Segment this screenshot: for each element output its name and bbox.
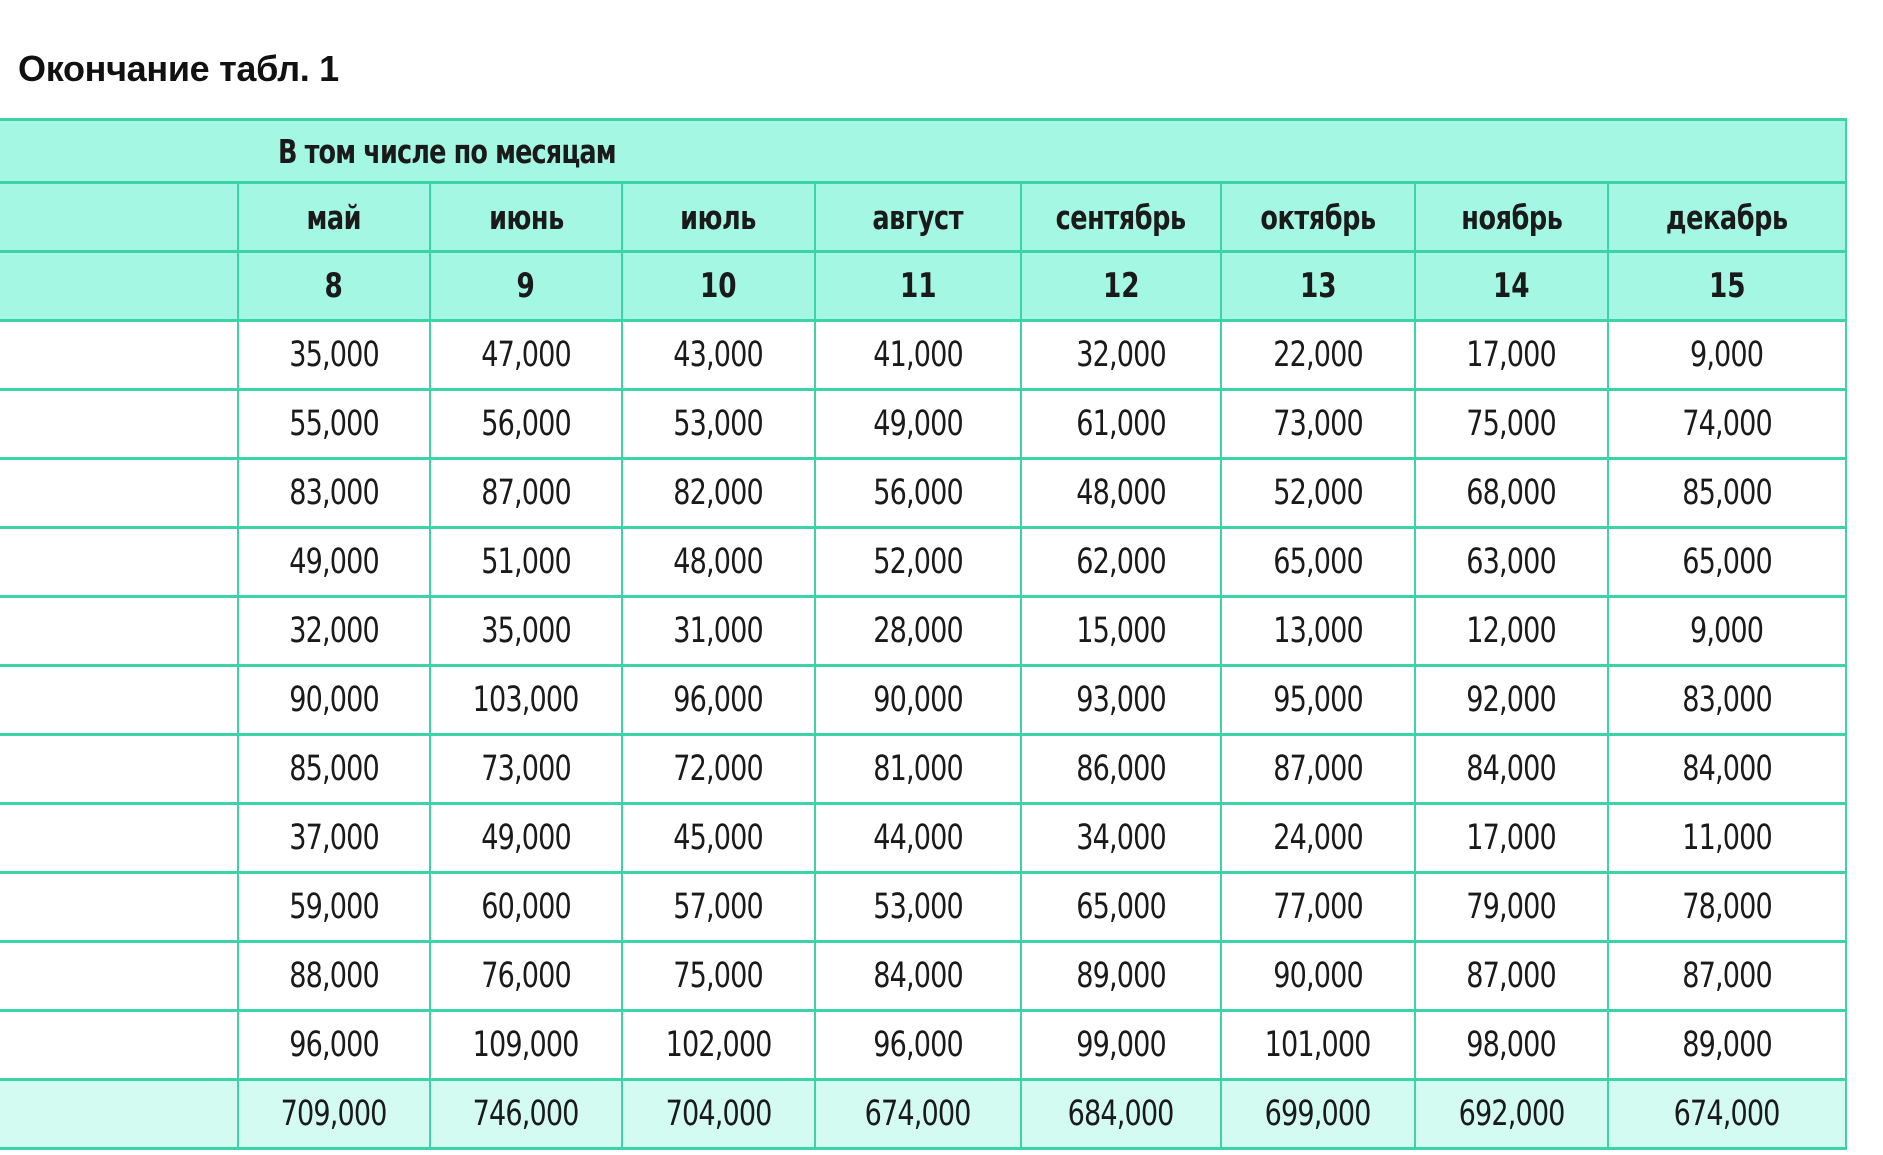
month-label: ноябрь bbox=[1460, 197, 1563, 237]
column-number-cell bbox=[1221, 252, 1415, 321]
cell-value: 13,000 bbox=[1273, 611, 1363, 651]
cell-value: 11,000 bbox=[1682, 818, 1772, 858]
column-number: 10 bbox=[700, 266, 737, 306]
table-caption: Окончание табл. 1 bbox=[18, 48, 339, 89]
table-cell bbox=[1021, 942, 1221, 1011]
month-header-blank bbox=[0, 183, 238, 252]
cell-value: 49,000 bbox=[481, 818, 571, 858]
cell-value: 31,000 bbox=[673, 611, 764, 651]
cell-value: 57,000 bbox=[673, 887, 764, 927]
cell-value: 87,000 bbox=[1273, 749, 1363, 789]
cell-value: 65,000 bbox=[1076, 887, 1166, 927]
cell-value: 92,000 bbox=[1466, 680, 1557, 720]
table-cell bbox=[815, 735, 1021, 804]
cell-value: 53,000 bbox=[873, 887, 963, 927]
cell-value: 72,000 bbox=[673, 749, 764, 789]
cell-value: 73,000 bbox=[481, 749, 571, 789]
table-cell bbox=[1221, 1011, 1415, 1080]
table-cell bbox=[430, 597, 622, 666]
column-number-cell bbox=[1608, 252, 1846, 321]
group-header-cell bbox=[0, 120, 1846, 183]
table-cell bbox=[430, 390, 622, 459]
cell-value: 704,000 bbox=[665, 1094, 772, 1134]
column-number: 14 bbox=[1493, 266, 1530, 306]
row-label-cell bbox=[0, 390, 238, 459]
column-numbers-row bbox=[0, 252, 1846, 321]
cell-value: 103,000 bbox=[473, 680, 579, 720]
table-cell bbox=[622, 666, 815, 735]
table-body bbox=[0, 321, 1846, 1149]
table-cell bbox=[1415, 942, 1608, 1011]
cell-value: 88,000 bbox=[289, 956, 379, 996]
cell-value: 41,000 bbox=[873, 335, 963, 375]
month-header-cell bbox=[430, 183, 622, 252]
cell-value: 674,000 bbox=[1674, 1094, 1780, 1134]
table-cell bbox=[815, 459, 1021, 528]
table-row bbox=[0, 597, 1846, 666]
cell-value: 87,000 bbox=[481, 473, 571, 513]
cell-value: 99,000 bbox=[1076, 1025, 1166, 1065]
table-cell bbox=[1221, 735, 1415, 804]
table-cell bbox=[430, 1011, 622, 1080]
cell-value: 83,000 bbox=[289, 473, 379, 513]
cell-value: 43,000 bbox=[673, 335, 764, 375]
row-label-cell bbox=[0, 1011, 238, 1080]
table-cell bbox=[238, 666, 430, 735]
cell-value: 692,000 bbox=[1458, 1094, 1565, 1134]
table-cell bbox=[1021, 804, 1221, 873]
table-cell bbox=[1608, 804, 1846, 873]
table-cell bbox=[1608, 597, 1846, 666]
column-number-blank bbox=[0, 252, 238, 321]
cell-value: 65,000 bbox=[1682, 542, 1772, 582]
month-label: сентябрь bbox=[1055, 197, 1187, 237]
cell-value: 89,000 bbox=[1682, 1025, 1772, 1065]
months-header-row bbox=[0, 183, 1846, 252]
row-label-cell bbox=[0, 666, 238, 735]
table-cell bbox=[622, 804, 815, 873]
cell-value: 32,000 bbox=[1076, 335, 1166, 375]
cell-value: 68,000 bbox=[1466, 473, 1557, 513]
table-row bbox=[0, 735, 1846, 804]
cell-value: 709,000 bbox=[281, 1094, 387, 1134]
table-cell bbox=[622, 1080, 815, 1149]
table-cell bbox=[430, 942, 622, 1011]
cell-value: 74,000 bbox=[1682, 404, 1772, 444]
table-cell bbox=[815, 942, 1021, 1011]
month-label: июль bbox=[680, 197, 757, 237]
month-header-cell bbox=[1021, 183, 1221, 252]
cell-value: 75,000 bbox=[1466, 404, 1557, 444]
cell-value: 45,000 bbox=[673, 818, 764, 858]
table-cell bbox=[1415, 597, 1608, 666]
table-cell bbox=[1415, 735, 1608, 804]
column-number: 15 bbox=[1708, 266, 1746, 306]
cell-value: 55,000 bbox=[289, 404, 379, 444]
row-label-cell bbox=[0, 735, 238, 804]
table-cell bbox=[430, 528, 622, 597]
cell-value: 84,000 bbox=[873, 956, 963, 996]
row-label-cell bbox=[0, 873, 238, 942]
cell-value: 746,000 bbox=[473, 1094, 579, 1134]
table-cell bbox=[815, 1080, 1021, 1149]
cell-value: 73,000 bbox=[1273, 404, 1363, 444]
table-cell bbox=[238, 1080, 430, 1149]
table-cell bbox=[1608, 735, 1846, 804]
cell-value: 24,000 bbox=[1273, 818, 1363, 858]
table-cell bbox=[622, 321, 815, 390]
cell-value: 82,000 bbox=[673, 473, 764, 513]
table-row bbox=[0, 459, 1846, 528]
table-cell bbox=[1221, 666, 1415, 735]
table-row bbox=[0, 942, 1846, 1011]
cell-value: 89,000 bbox=[1076, 956, 1166, 996]
table-cell bbox=[1415, 1011, 1608, 1080]
column-number: 13 bbox=[1299, 266, 1337, 306]
row-label-cell bbox=[0, 459, 238, 528]
table-cell bbox=[238, 804, 430, 873]
column-number-cell bbox=[622, 252, 815, 321]
cell-value: 101,000 bbox=[1265, 1025, 1371, 1065]
table-cell bbox=[1221, 873, 1415, 942]
row-label-cell bbox=[0, 942, 238, 1011]
cell-value: 83,000 bbox=[1682, 680, 1772, 720]
table-cell bbox=[815, 873, 1021, 942]
cell-value: 44,000 bbox=[873, 818, 963, 858]
table-cell bbox=[1608, 873, 1846, 942]
table-cell bbox=[1221, 321, 1415, 390]
cell-value: 90,000 bbox=[289, 680, 379, 720]
cell-value: 52,000 bbox=[1273, 473, 1363, 513]
table-cell bbox=[1221, 942, 1415, 1011]
table-cell bbox=[430, 735, 622, 804]
cell-value: 35,000 bbox=[481, 611, 571, 651]
table-cell bbox=[238, 873, 430, 942]
table-cell bbox=[430, 321, 622, 390]
cell-value: 34,000 bbox=[1076, 818, 1166, 858]
table-cell bbox=[1608, 528, 1846, 597]
month-header-cell bbox=[238, 183, 430, 252]
table-cell bbox=[430, 1080, 622, 1149]
table-cell bbox=[430, 804, 622, 873]
cell-value: 87,000 bbox=[1466, 956, 1557, 996]
cell-value: 22,000 bbox=[1273, 335, 1363, 375]
cell-value: 85,000 bbox=[1682, 473, 1772, 513]
month-header-cell bbox=[1608, 183, 1846, 252]
cell-value: 28,000 bbox=[873, 611, 963, 651]
cell-value: 59,000 bbox=[289, 887, 379, 927]
month-header-cell bbox=[815, 183, 1021, 252]
table-cell bbox=[238, 1011, 430, 1080]
cell-value: 52,000 bbox=[873, 542, 963, 582]
row-label-cell bbox=[0, 1080, 238, 1149]
cell-value: 17,000 bbox=[1466, 335, 1557, 375]
column-number-cell bbox=[1415, 252, 1608, 321]
table-cell bbox=[430, 873, 622, 942]
table-cell bbox=[622, 1011, 815, 1080]
table-cell bbox=[238, 390, 430, 459]
table-cell bbox=[430, 666, 622, 735]
table-cell bbox=[1415, 666, 1608, 735]
table-cell bbox=[1221, 597, 1415, 666]
month-label: октябрь bbox=[1260, 197, 1376, 237]
table-cell bbox=[622, 942, 815, 1011]
cell-value: 47,000 bbox=[481, 335, 571, 375]
cell-value: 77,000 bbox=[1273, 887, 1363, 927]
cell-value: 53,000 bbox=[673, 404, 764, 444]
column-number-cell bbox=[238, 252, 430, 321]
table-cell bbox=[1021, 1011, 1221, 1080]
table-cell bbox=[238, 459, 430, 528]
cell-value: 76,000 bbox=[481, 956, 571, 996]
table-cell bbox=[1221, 390, 1415, 459]
row-label-cell bbox=[0, 321, 238, 390]
table-cell bbox=[622, 390, 815, 459]
cell-value: 78,000 bbox=[1682, 887, 1772, 927]
cell-value: 85,000 bbox=[289, 749, 379, 789]
cell-value: 84,000 bbox=[1682, 749, 1772, 789]
cell-value: 63,000 bbox=[1466, 542, 1557, 582]
table-cell bbox=[238, 735, 430, 804]
cell-value: 37,000 bbox=[289, 818, 379, 858]
table-cell bbox=[238, 321, 430, 390]
month-label: декабрь bbox=[1666, 197, 1788, 237]
cell-value: 90,000 bbox=[1273, 956, 1363, 996]
column-number: 11 bbox=[899, 266, 937, 306]
cell-value: 32,000 bbox=[289, 611, 379, 651]
column-number-cell bbox=[1021, 252, 1221, 321]
cell-value: 60,000 bbox=[481, 887, 571, 927]
row-label-cell bbox=[0, 528, 238, 597]
table-cell bbox=[622, 597, 815, 666]
table-cell bbox=[1221, 459, 1415, 528]
group-header-label: В том числе по месяцам bbox=[278, 131, 616, 171]
table-cell bbox=[1021, 390, 1221, 459]
cell-value: 62,000 bbox=[1076, 542, 1166, 582]
row-label-cell bbox=[0, 804, 238, 873]
cell-value: 96,000 bbox=[673, 680, 764, 720]
month-label: июнь bbox=[488, 197, 564, 237]
cell-value: 81,000 bbox=[873, 749, 963, 789]
cell-value: 9,000 bbox=[1690, 335, 1764, 375]
table-cell bbox=[238, 528, 430, 597]
cell-value: 684,000 bbox=[1068, 1094, 1174, 1134]
cell-value: 56,000 bbox=[873, 473, 963, 513]
group-header-row bbox=[0, 120, 1846, 183]
table-cell bbox=[1415, 459, 1608, 528]
table-cell bbox=[238, 597, 430, 666]
cell-value: 93,000 bbox=[1076, 680, 1166, 720]
table-row bbox=[0, 1011, 1846, 1080]
cell-value: 48,000 bbox=[673, 542, 764, 582]
cell-value: 90,000 bbox=[873, 680, 963, 720]
table-cell bbox=[1415, 873, 1608, 942]
table-row bbox=[0, 321, 1846, 390]
table-cell bbox=[815, 666, 1021, 735]
cell-value: 12,000 bbox=[1466, 611, 1557, 651]
cell-value: 56,000 bbox=[481, 404, 571, 444]
cell-value: 96,000 bbox=[289, 1025, 379, 1065]
monthly-data-table bbox=[0, 118, 1847, 1150]
cell-value: 109,000 bbox=[473, 1025, 579, 1065]
table-cell bbox=[1021, 597, 1221, 666]
table-cell bbox=[1021, 1080, 1221, 1149]
cell-value: 9,000 bbox=[1690, 611, 1764, 651]
cell-value: 96,000 bbox=[873, 1025, 963, 1065]
column-number-cell bbox=[430, 252, 622, 321]
table-cell bbox=[622, 873, 815, 942]
table-cell bbox=[1415, 390, 1608, 459]
table-cell bbox=[238, 942, 430, 1011]
cell-value: 87,000 bbox=[1682, 956, 1772, 996]
cell-value: 35,000 bbox=[289, 335, 379, 375]
table-row bbox=[0, 390, 1846, 459]
cell-value: 95,000 bbox=[1273, 680, 1363, 720]
table-cell bbox=[1415, 321, 1608, 390]
table-cell bbox=[1415, 1080, 1608, 1149]
table-cell bbox=[815, 804, 1021, 873]
cell-value: 79,000 bbox=[1466, 887, 1557, 927]
month-label: август bbox=[872, 197, 964, 237]
cell-value: 84,000 bbox=[1466, 749, 1557, 789]
cell-value: 65,000 bbox=[1273, 542, 1363, 582]
cell-value: 102,000 bbox=[665, 1025, 772, 1065]
column-number-cell bbox=[815, 252, 1021, 321]
table-cell bbox=[1021, 321, 1221, 390]
table-cell bbox=[1415, 804, 1608, 873]
cell-value: 49,000 bbox=[873, 404, 963, 444]
table-cell bbox=[1415, 528, 1608, 597]
table-cell bbox=[1608, 459, 1846, 528]
table-cell bbox=[815, 390, 1021, 459]
table-row bbox=[0, 666, 1846, 735]
table-cell bbox=[1021, 528, 1221, 597]
table-cell bbox=[815, 321, 1021, 390]
table-cell bbox=[815, 528, 1021, 597]
table-cell bbox=[430, 459, 622, 528]
cell-value: 61,000 bbox=[1076, 404, 1166, 444]
table-cell bbox=[1021, 873, 1221, 942]
row-label-cell bbox=[0, 597, 238, 666]
table-cell bbox=[1608, 1011, 1846, 1080]
month-header-cell bbox=[622, 183, 815, 252]
table-row bbox=[0, 804, 1846, 873]
cell-value: 674,000 bbox=[865, 1094, 971, 1134]
cell-value: 17,000 bbox=[1466, 818, 1557, 858]
table-cell bbox=[1608, 390, 1846, 459]
column-number: 9 bbox=[516, 266, 536, 306]
cell-value: 15,000 bbox=[1076, 611, 1166, 651]
table-cell bbox=[815, 1011, 1021, 1080]
month-header-cell bbox=[1221, 183, 1415, 252]
table-cell bbox=[622, 459, 815, 528]
table-cell bbox=[622, 528, 815, 597]
column-number: 12 bbox=[1102, 266, 1140, 306]
month-header-cell bbox=[1415, 183, 1608, 252]
cell-value: 48,000 bbox=[1076, 473, 1166, 513]
table-cell bbox=[1021, 735, 1221, 804]
month-label: май bbox=[306, 197, 362, 237]
cell-value: 51,000 bbox=[481, 542, 571, 582]
table-cell bbox=[1608, 666, 1846, 735]
totals-row bbox=[0, 1080, 1846, 1149]
cell-value: 699,000 bbox=[1265, 1094, 1371, 1134]
table-row bbox=[0, 528, 1846, 597]
table-cell bbox=[1221, 804, 1415, 873]
table-cell bbox=[1021, 666, 1221, 735]
table-cell bbox=[1608, 942, 1846, 1011]
table-cell bbox=[622, 735, 815, 804]
cell-value: 75,000 bbox=[673, 956, 764, 996]
table-cell bbox=[1221, 528, 1415, 597]
table-cell bbox=[1021, 459, 1221, 528]
table-cell bbox=[1221, 1080, 1415, 1149]
cell-value: 49,000 bbox=[289, 542, 379, 582]
table-cell bbox=[815, 597, 1021, 666]
table-cell bbox=[1608, 321, 1846, 390]
table-row bbox=[0, 873, 1846, 942]
column-number: 8 bbox=[324, 266, 344, 306]
cell-value: 86,000 bbox=[1076, 749, 1166, 789]
cell-value: 98,000 bbox=[1466, 1025, 1557, 1065]
table-cell bbox=[1608, 1080, 1846, 1149]
